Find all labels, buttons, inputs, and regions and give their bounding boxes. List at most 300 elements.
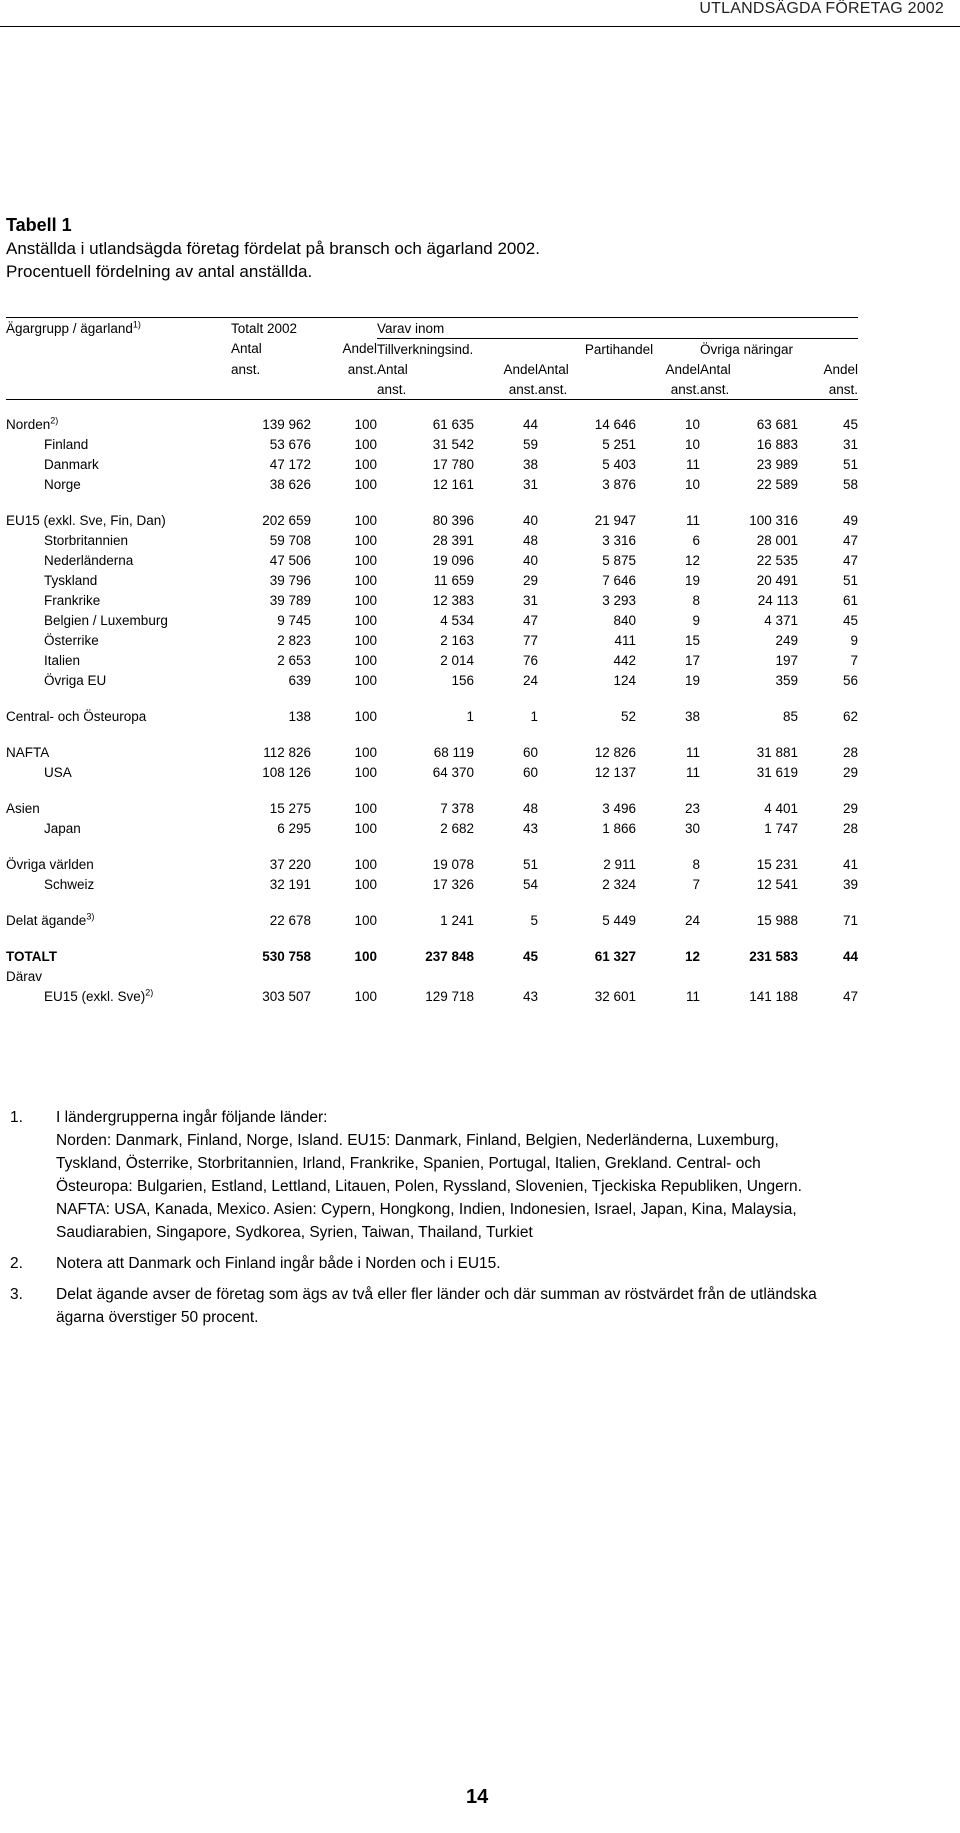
header-t-andel: Andel [503, 361, 538, 377]
row-label: Belgien / Luxemburg [44, 612, 168, 628]
header-total-andel-anst: anst. [347, 361, 377, 377]
cell-value: 112 826 [263, 744, 311, 760]
footnote-line: Norden: Danmark, Finland, Norge, Island. EU15: Danmark, Finland, Belgien, Nederländerna, Luxemburg, [56, 1132, 779, 1149]
cell-value: 1 [466, 708, 474, 724]
row-label: Asien [6, 800, 40, 816]
cell-value: 12 [684, 552, 700, 568]
footnote-text [56, 1283, 946, 1329]
row-spacer [6, 838, 858, 854]
header-total-antal: Antal [231, 341, 262, 357]
cell-value: 639 [288, 672, 311, 688]
cell-value: 530 758 [262, 948, 311, 964]
cell-value: 8 [692, 592, 700, 608]
cell-value: 31 [522, 476, 538, 492]
table-title-line-1: Anställda i utlandsägda företag fördelat på bransch och ägarland 2002. [6, 239, 540, 258]
cell-value: 100 [354, 436, 377, 452]
cell-value: 28 391 [432, 532, 474, 548]
cell-value: 28 001 [756, 532, 798, 548]
cell-value: 76 [522, 652, 538, 668]
cell-value: 359 [775, 672, 798, 688]
cell-value: 17 780 [432, 456, 474, 472]
table-title-block [6, 214, 540, 283]
cell-value: 100 [354, 948, 377, 964]
table-row [6, 530, 858, 550]
cell-value: 31 [842, 436, 858, 452]
cell-value: 45 [842, 416, 858, 432]
cell-value: 100 [354, 552, 377, 568]
table-row [6, 570, 858, 590]
cell-value: 2 014 [440, 652, 474, 668]
table-title-line-2: Procentuell fördelning av antal anställda. [6, 262, 313, 281]
cell-value: 6 295 [277, 820, 311, 836]
cell-value: 31 542 [432, 436, 474, 452]
cell-value: 22 535 [756, 552, 798, 568]
footnote-text [56, 1252, 946, 1275]
cell-value: 2 823 [277, 632, 311, 648]
header-p-andel: Andel [665, 361, 700, 377]
cell-value: 100 [354, 764, 377, 780]
header-row-2 [6, 339, 858, 360]
cell-value: 45 [522, 948, 538, 964]
cell-value: 45 [842, 612, 858, 628]
cell-value: 19 [684, 572, 700, 588]
cell-value: 100 [354, 708, 377, 724]
cell-value: 31 619 [756, 764, 798, 780]
cell-value: 5 251 [602, 436, 636, 452]
cell-value: 1 241 [440, 912, 474, 928]
row-spacer [6, 726, 858, 742]
cell-value: 100 316 [749, 512, 798, 528]
row-label: Danmark [44, 456, 99, 472]
row-spacer [6, 894, 858, 910]
cell-value [231, 966, 311, 986]
footnotes [6, 1106, 946, 1337]
cell-value [377, 966, 474, 986]
cell-value: 202 659 [262, 512, 311, 528]
table-row [6, 946, 858, 966]
cell-value: 60 [522, 744, 538, 760]
cell-value: 31 [522, 592, 538, 608]
cell-value: 100 [354, 988, 377, 1004]
cell-value: 139 962 [262, 416, 311, 432]
header-total-andel: Andel [342, 341, 377, 357]
cell-value: 100 [354, 820, 377, 836]
cell-value: 3 293 [602, 592, 636, 608]
cell-value: 11 [685, 512, 700, 528]
footnote-number: 1. [10, 1109, 23, 1126]
table-row [6, 630, 858, 650]
footnote-line: ägarna överstiger 50 procent. [56, 1309, 259, 1326]
cell-value: 249 [775, 632, 798, 648]
table-row [6, 818, 858, 838]
cell-value: 47 [522, 612, 538, 628]
header-row-3 [6, 359, 858, 379]
cell-value: 11 [685, 744, 700, 760]
cell-value: 100 [354, 744, 377, 760]
cell-value: 2 911 [603, 856, 636, 872]
cell-value: 44 [842, 948, 858, 964]
cell-value: 10 [684, 436, 700, 452]
cell-value: 37 220 [269, 856, 311, 872]
header-t-andel-anst: anst. [474, 379, 538, 400]
header-country-group: Ägargrupp / ägarland$^{1)}$ [6, 318, 231, 339]
table-row [6, 798, 858, 818]
cell-value: 100 [354, 876, 377, 892]
cell-value: 8 [692, 856, 700, 872]
cell-value: 840 [613, 612, 636, 628]
cell-value: 16 883 [756, 436, 798, 452]
header-o-antal-anst: anst. [700, 379, 798, 400]
cell-value: 24 [522, 672, 538, 688]
cell-value: 3 316 [602, 532, 636, 548]
table-row [6, 610, 858, 630]
header-o-andel-anst: anst. [798, 379, 858, 400]
cell-value: 9 [850, 632, 858, 648]
cell-value: 31 881 [756, 744, 798, 760]
cell-value: 3 876 [602, 476, 636, 492]
cell-value: 48 [522, 532, 538, 548]
footnote-number: 3. [10, 1286, 23, 1303]
cell-value: 63 681 [756, 416, 798, 432]
footnote-line: I ländergrupperna ingår följande länder: [56, 1109, 328, 1126]
cell-value: 11 [685, 764, 700, 780]
cell-value: 100 [354, 856, 377, 872]
cell-value: 100 [354, 652, 377, 668]
cell-value: 10 [684, 416, 700, 432]
table-row [6, 510, 858, 530]
cell-value: 48 [522, 800, 538, 816]
header-total: Totalt 2002 [231, 318, 377, 339]
cell-value: 24 [684, 912, 700, 928]
header-p-andel-anst: anst. [636, 379, 700, 400]
cell-value: 100 [354, 572, 377, 588]
cell-value: 28 [842, 744, 858, 760]
cell-value: 442 [613, 652, 636, 668]
footnote-number: 2. [10, 1255, 23, 1272]
cell-value: 129 718 [425, 988, 474, 1004]
cell-value: 15 231 [756, 856, 798, 872]
table-row [6, 854, 858, 874]
header-t-antal: Antal [377, 361, 408, 377]
cell-value: 100 [354, 512, 377, 528]
footnote-text [56, 1106, 946, 1244]
cell-value: 32 191 [269, 876, 311, 892]
footnote [6, 1283, 946, 1329]
statistics-table [6, 317, 858, 1006]
cell-value: 1 747 [764, 820, 798, 836]
cell-value: 100 [354, 532, 377, 548]
cell-value: 138 [288, 708, 311, 724]
cell-value: 29 [842, 764, 858, 780]
cell-value: 11 659 [433, 572, 474, 588]
cell-value: 43 [522, 820, 538, 836]
footnote-line: Delat ägande avser de företag som ägs av två eller fler länder och där summan av röstvärdet från de utländska [56, 1286, 817, 1303]
cell-value: 24 113 [757, 592, 798, 608]
table-row [6, 910, 858, 930]
cell-value: 39 796 [269, 572, 311, 588]
cell-value: 10 [684, 476, 700, 492]
row-label: Japan [44, 820, 81, 836]
cell-value: 237 848 [425, 948, 474, 964]
cell-value: 100 [354, 456, 377, 472]
cell-value: 61 327 [594, 948, 636, 964]
cell-value: 59 708 [269, 532, 311, 548]
row-spacer [6, 782, 858, 798]
row-label: Italien [44, 652, 81, 668]
cell-value: 4 371 [764, 612, 798, 628]
cell-value: 85 [782, 708, 798, 724]
footnote-line: Tyskland, Österrike, Storbritannien, Irland, Frankrike, Spanien, Portugal, Italien, Grekland. Central- och [56, 1155, 761, 1172]
row-label: TOTALT [6, 948, 57, 964]
cell-value: 15 [684, 632, 700, 648]
cell-value: 100 [354, 612, 377, 628]
cell-value: 2 324 [602, 876, 636, 892]
header-p-antal: Antal [538, 361, 569, 377]
cell-value: 56 [842, 672, 858, 688]
row-label: Övriga världen [6, 856, 94, 872]
row-label: Nederländerna [44, 552, 134, 568]
header-t-antal-anst: anst. [377, 379, 474, 400]
cell-value: 47 [842, 988, 858, 1004]
cell-value: 28 [842, 820, 858, 836]
cell-value: 32 601 [594, 988, 636, 1004]
running-header: UTLANDSÄGDA FÖRETAG 2002 [699, 0, 944, 17]
cell-value: 77 [522, 632, 538, 648]
header-partihandel: Partihandel [538, 339, 700, 360]
cell-value: 2 163 [440, 632, 474, 648]
cell-value: 411 [614, 632, 636, 648]
header-p-antal-anst: anst. [538, 379, 636, 400]
cell-value: 38 [684, 708, 700, 724]
header-varav-inom: Varav inom [377, 318, 858, 339]
table-body [6, 414, 858, 1006]
row-label: Schweiz [44, 876, 95, 892]
row-label: Tyskland [44, 572, 98, 588]
cell-value: 52 [620, 708, 636, 724]
cell-value: 12 [684, 948, 700, 964]
table-number: Tabell 1 [6, 215, 72, 235]
cell-value: 38 626 [269, 476, 311, 492]
row-label: Norden$^{2)}$ [6, 415, 59, 432]
cell-value: 61 [842, 592, 858, 608]
cell-value: 9 [692, 612, 700, 628]
cell-value: 20 491 [756, 572, 798, 588]
cell-value: 29 [522, 572, 538, 588]
cell-value: 197 [775, 652, 798, 668]
cell-value: 12 161 [432, 476, 474, 492]
cell-value: 47 172 [269, 456, 311, 472]
cell-value: 23 [684, 800, 700, 816]
cell-value: 5 [530, 912, 538, 928]
cell-value: 2 653 [277, 652, 311, 668]
cell-value: 53 676 [269, 436, 311, 452]
header-ovriga: Övriga näringar [700, 339, 858, 360]
cell-value: 1 866 [602, 820, 636, 836]
cell-value: 141 188 [749, 988, 798, 1004]
cell-value: 19 [684, 672, 700, 688]
table-row [6, 706, 858, 726]
cell-value: 47 506 [269, 552, 311, 568]
page-number: 14 [466, 1786, 489, 1808]
footnote-line: Notera att Danmark och Finland ingår både i Norden och i EU15. [56, 1255, 501, 1272]
table-row [6, 966, 858, 986]
cell-value: 6 [692, 532, 700, 548]
cell-value: 80 396 [432, 512, 474, 528]
cell-value [700, 966, 798, 986]
row-label: USA [44, 764, 72, 780]
table-header [6, 318, 858, 415]
row-label: Finland [44, 436, 89, 452]
cell-value: 40 [522, 552, 538, 568]
cell-value: 11 [685, 988, 700, 1004]
cell-value: 7 378 [440, 800, 474, 816]
header-row-1 [6, 318, 858, 339]
table-row [6, 874, 858, 894]
header-rule [0, 26, 960, 27]
cell-value: 29 [842, 800, 858, 816]
cell-value: 100 [354, 672, 377, 688]
footnote [6, 1252, 946, 1275]
table-row [6, 986, 858, 1006]
cell-value: 124 [613, 672, 636, 688]
header-o-antal: Antal [700, 361, 731, 377]
footnote-line: Saudiarabien, Singapore, Sydkorea, Syrien, Taiwan, Thailand, Turkiet [56, 1224, 533, 1241]
cell-value: 40 [522, 512, 538, 528]
cell-value: 43 [522, 988, 538, 1004]
row-label: EU15 (exkl. Sve)$^{2)}$ [44, 987, 154, 1004]
cell-value: 39 789 [269, 592, 311, 608]
cell-value: 7 [850, 652, 858, 668]
cell-value: 5 875 [602, 552, 636, 568]
header-total-anst: anst. [231, 361, 261, 377]
cell-value: 156 [451, 672, 474, 688]
cell-value: 17 [684, 652, 700, 668]
cell-value: 100 [354, 476, 377, 492]
table-row [6, 474, 858, 494]
table-row [6, 742, 858, 762]
cell-value [474, 966, 538, 986]
row-label: Österrike [44, 632, 99, 648]
cell-value: 51 [522, 856, 538, 872]
cell-value: 38 [522, 456, 538, 472]
cell-value: 100 [354, 416, 377, 432]
cell-value: 19 078 [432, 856, 474, 872]
cell-value: 7 646 [602, 572, 636, 588]
cell-value: 2 682 [440, 820, 474, 836]
cell-value: 17 326 [432, 876, 474, 892]
cell-value: 21 947 [594, 512, 636, 528]
cell-value: 49 [842, 512, 858, 528]
row-label: NAFTA [6, 744, 50, 760]
cell-value: 61 635 [432, 416, 474, 432]
cell-value: 231 583 [749, 948, 798, 964]
cell-value: 12 826 [594, 744, 636, 760]
cell-value: 5 403 [602, 456, 636, 472]
footnote [6, 1106, 946, 1244]
table-row [6, 550, 858, 570]
row-label: Storbritannien [44, 532, 129, 548]
table-row [6, 762, 858, 782]
cell-value: 51 [842, 456, 858, 472]
cell-value: 100 [354, 632, 377, 648]
cell-value: 68 119 [433, 744, 474, 760]
table-row [6, 434, 858, 454]
cell-value: 12 137 [594, 764, 636, 780]
cell-value: 14 646 [594, 416, 636, 432]
table-row [6, 414, 858, 434]
row-label: Därav [6, 968, 43, 984]
footnote-line: NAFTA: USA, Kanada, Mexico. Asien: Cypern, Hongkong, Indien, Indonesien, Israel, Japan, Kina, Malaysia, [56, 1201, 797, 1218]
row-spacer [6, 494, 858, 510]
cell-value: 108 126 [262, 764, 311, 780]
cell-value: 23 989 [756, 456, 798, 472]
cell-value: 47 [842, 532, 858, 548]
cell-value: 47 [842, 552, 858, 568]
cell-value [538, 966, 636, 986]
header-o-andel: Andel [823, 361, 858, 377]
cell-value: 64 370 [432, 764, 474, 780]
cell-value: 1 [530, 708, 538, 724]
cell-value: 100 [354, 912, 377, 928]
row-label: EU15 (exkl. Sve, Fin, Dan) [6, 512, 166, 528]
row-label: Frankrike [44, 592, 101, 608]
cell-value: 58 [842, 476, 858, 492]
row-label: Delat ägande$^{3)}$ [6, 911, 95, 928]
cell-value [798, 966, 858, 986]
cell-value: 30 [684, 820, 700, 836]
cell-value: 51 [842, 572, 858, 588]
cell-value: 22 589 [756, 476, 798, 492]
header-row-4 [6, 379, 858, 400]
cell-value: 22 678 [269, 912, 311, 928]
cell-value: 44 [522, 416, 538, 432]
cell-value: 62 [842, 708, 858, 724]
cell-value: 41 [842, 856, 858, 872]
cell-value: 12 383 [432, 592, 474, 608]
row-spacer [6, 930, 858, 946]
table-row [6, 670, 858, 690]
cell-value: 303 507 [262, 988, 311, 1004]
cell-value: 4 534 [440, 612, 474, 628]
cell-value: 59 [522, 436, 538, 452]
table-row [6, 650, 858, 670]
cell-value [311, 966, 377, 986]
cell-value: 4 401 [764, 800, 798, 816]
row-label: Övriga EU [44, 672, 107, 688]
row-spacer [6, 690, 858, 706]
cell-value: 15 275 [269, 800, 311, 816]
cell-value: 3 496 [602, 800, 636, 816]
cell-value: 54 [522, 876, 538, 892]
cell-value: 39 [842, 876, 858, 892]
cell-value: 19 096 [432, 552, 474, 568]
cell-value: 7 [692, 876, 700, 892]
cell-value: 15 988 [756, 912, 798, 928]
cell-value [636, 966, 700, 986]
cell-value: 60 [522, 764, 538, 780]
cell-value: 12 541 [756, 876, 798, 892]
table-row [6, 590, 858, 610]
row-label: Norge [44, 476, 81, 492]
table-row [6, 454, 858, 474]
cell-value: 100 [354, 800, 377, 816]
footnote-line: Östeuropa: Bulgarien, Estland, Lettland, Litauen, Polen, Ryssland, Slovenien, Tjeckiska Republiken, Ungern. [56, 1178, 802, 1195]
cell-value: 9 745 [277, 612, 311, 628]
header-tillverkning: Tillverkningsind. [377, 339, 538, 360]
cell-value: 71 [842, 912, 858, 928]
cell-value: 5 449 [602, 912, 636, 928]
cell-value: 100 [354, 592, 377, 608]
